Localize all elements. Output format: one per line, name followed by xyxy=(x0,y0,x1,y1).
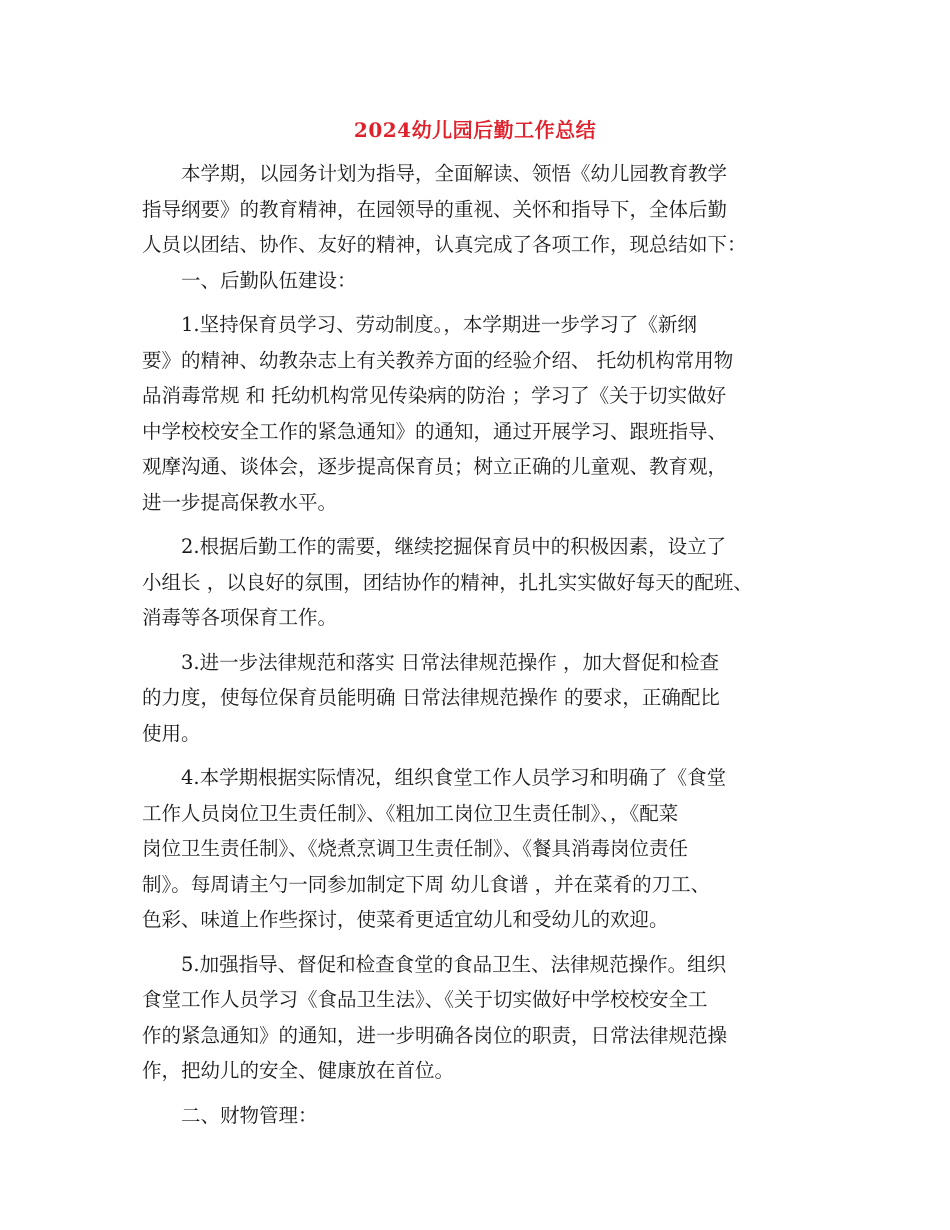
paragraph-line: 2.根据后勤工作的需要，继续挖掘保育员中的积极因素，设立了 xyxy=(142,535,727,558)
paragraph-item-3 xyxy=(142,645,832,752)
paragraph-line: 1.坚持保育员学习、劳动制度。，本学期进一步学习了《新纲 xyxy=(142,313,697,336)
document-body xyxy=(142,156,832,1133)
paragraph-line: 制》。每周请主勺一同参加制定下周 幼儿食谱 ，并在菜肴的刀工、 xyxy=(142,872,711,896)
document-title: 2024幼儿园后勤工作总结 xyxy=(353,118,597,142)
paragraph-item-2 xyxy=(142,529,832,636)
paragraph-line: 的力度，使每位保育员能明确 日常法律规范操作 的要求，正确配比 xyxy=(142,686,720,709)
paragraph-line: 岗位卫生责任制》、《烧煮烹调卫生责任制》、《餐具消毒岗位责任 xyxy=(142,837,689,860)
paragraph-line: 人员以团结、协作、友好的精神，认真完成了各项工作，现总结如下： xyxy=(142,233,747,256)
paragraph-line: 观摩沟通、谈体会，逐步提高保育员；树立正确的儿童观、教育观， xyxy=(142,455,728,478)
paragraph-item-5 xyxy=(142,947,832,1089)
paragraph-line: 工作人员岗位卫生责任制》、《粗加工岗位卫生责任制》、，《配菜 xyxy=(142,801,679,825)
paragraph-line: 4.本学期根据实际情况，组织食堂工作人员学习和明确了《食堂 xyxy=(142,766,727,789)
paragraph-line: 3.进一步法律规范和落实 日常法律规范操作 ，加大督促和检查 xyxy=(142,650,720,674)
paragraph-line: 品消毒常规 和 托幼机构常见传染病的防治 ；学习了《关于切实做好 xyxy=(142,384,727,407)
paragraph-item-4 xyxy=(142,760,832,938)
paragraph-item-1 xyxy=(142,307,832,520)
paragraph-line: 本学期，以园务计划为指导，全面解读、领悟《幼儿园教育教学 xyxy=(142,162,728,185)
paragraph-line: 要》的精神、幼教杂志上有关教养方面的经验介绍、 托幼机构常用物 xyxy=(142,348,734,372)
paragraph-line: 作，把幼儿的安全、健康放在首位。 xyxy=(142,1059,455,1082)
paragraph-line: 食堂工作人员学习《食品卫生法》、《关于切实做好中学校校安全工 xyxy=(142,988,708,1011)
paragraph-line: 使用。 xyxy=(142,721,201,745)
paragraph-line: 中学校校安全工作的紧急通知》的通知，通过开展学习、跟班指导、 xyxy=(142,419,728,443)
paragraph-line: 指导纲要》的教育精神，在园领导的重视、关怀和指导下，全体后勤 xyxy=(142,197,728,221)
paragraph-line: 进一步提高保教水平。 xyxy=(142,490,338,514)
paragraph-line: 消毒等各项保育工作。 xyxy=(142,606,338,629)
intro-paragraph xyxy=(142,156,832,263)
section-heading-1: 一、后勤队伍建设： xyxy=(142,268,357,292)
paragraph-line: 作的紧急通知》的通知，进一步明确各岗位的职责，日常法律规范操 xyxy=(142,1023,728,1047)
paragraph-line: 小组长 ，以良好的氛围，团结协作的精神，扎扎实实做好每天的配班、 xyxy=(142,570,753,594)
paragraph-line: 5.加强指导、督促和检查食堂的食品卫生、法律规范操作。组织 xyxy=(142,952,727,976)
paragraph-line: 色彩、味道上作些探讨，使菜肴更适宜幼儿和受幼儿的欢迎。 xyxy=(142,908,669,931)
section-heading-2: 二、财物管理： xyxy=(142,1103,318,1127)
